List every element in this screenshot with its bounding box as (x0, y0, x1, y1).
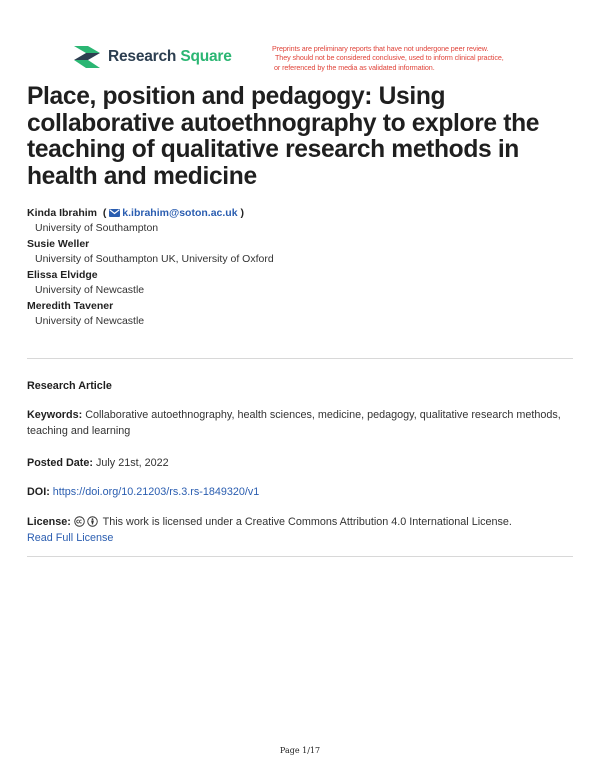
doi-link[interactable]: https://doi.org/10.21203/rs.3.rs-1849320/v1 (52, 486, 260, 498)
license-text: This work is licensed under a Creative Commons Attribution 4.0 International License. (102, 516, 512, 528)
author-affiliation: University of Newcastle (35, 315, 145, 327)
header (74, 44, 600, 78)
doi (27, 484, 573, 500)
preprint-disclaimer (272, 44, 572, 72)
author-name: Meredith Tavener (27, 300, 114, 312)
keywords-label: Keywords: (27, 409, 83, 421)
disclaimer-line: They should not be considered conclusive, used to inform clinical practice, (275, 53, 504, 63)
author-affiliation: University of Southampton UK, University of Oxford (35, 253, 274, 265)
page-number: Page 1/17 (279, 746, 321, 755)
license (27, 514, 573, 546)
article-type (27, 378, 573, 394)
disclaimer-line: or referenced by the media as validated information. (274, 62, 435, 72)
read-full-license-link[interactable]: Read Full License (27, 532, 114, 544)
keywords (27, 407, 573, 439)
posted-date-value: July 21st, 2022 (96, 457, 169, 469)
author-email-wrapper: ( k.ibrahim@soton.ac.uk ) (99, 207, 244, 219)
article-type-text: Research Article (27, 380, 112, 392)
research-square-logo[interactable] (74, 46, 232, 68)
author-name: Susie Weller (27, 238, 90, 250)
author-name-text: Kinda Ibrahim (27, 207, 98, 219)
mail-icon (109, 209, 120, 217)
author-affiliation: University of Southampton (35, 222, 159, 234)
posted-date (27, 455, 573, 471)
keywords-value: Collaborative autoethnography, health sciences, medicine, pedagogy, qualitative research methods, teaching and learning (27, 409, 561, 437)
author-list (27, 206, 567, 330)
author-email-link[interactable]: k.ibrahim@soton.ac.uk (122, 207, 238, 219)
attribution-icon (87, 516, 98, 527)
logo-text (108, 48, 232, 66)
author-name: Elissa Elvidge (27, 269, 98, 281)
divider (27, 556, 573, 557)
author-name (27, 206, 567, 221)
license-label: License: (27, 516, 71, 528)
doi-label: DOI: (27, 486, 50, 498)
paper-title: Place, position and pedagogy: Using collaborative autoethnography to explore the teaching of qualitative research methods in health and medicine (27, 83, 540, 190)
divider (27, 358, 573, 359)
posted-date-label: Posted Date: (27, 457, 93, 469)
disclaimer-line: Preprints are preliminary reports that have not undergone peer review. (272, 44, 489, 53)
research-square-logo-icon (74, 46, 100, 68)
author-affiliation: University of Newcastle (35, 284, 145, 296)
creative-commons-icon (74, 516, 85, 527)
logo-text-square: Square (180, 48, 232, 65)
logo-text-research: Research (108, 48, 177, 65)
